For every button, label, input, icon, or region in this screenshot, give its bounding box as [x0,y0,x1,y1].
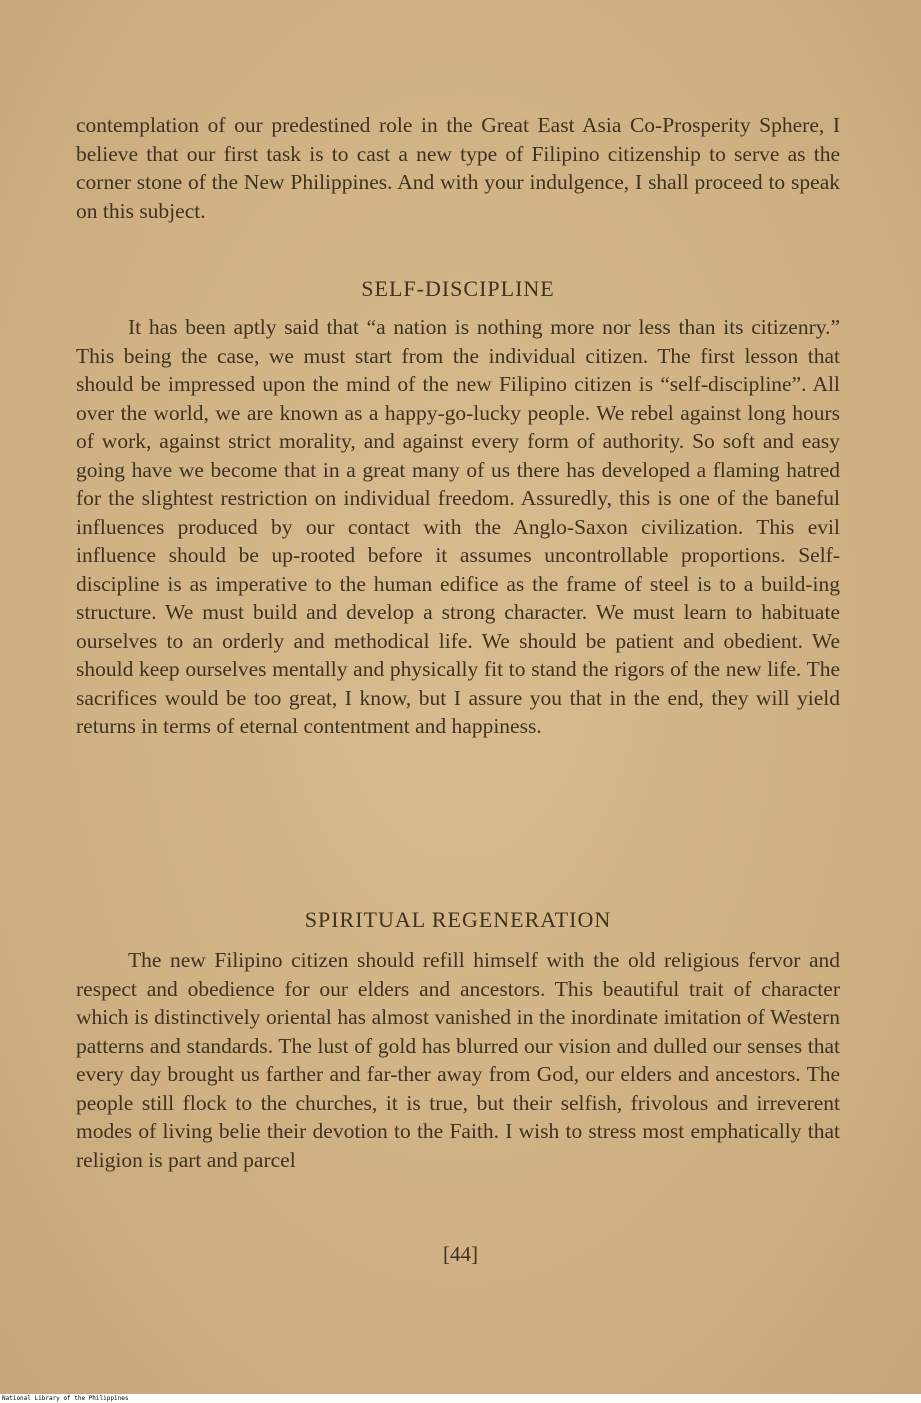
paragraph-spiritual-regeneration-text: The new Filipino citizen should refill himself with the old religious fervor and respect and obedience for our elders and ancestors. This beautiful trait of character which is distinctively oriental has almost vanished in the inordinate imitation of Western patterns and standards. The lust of gold has blurred our vision and dulled our senses that every day brought us farther and far-ther away from God, our elders and ancestors. The people still flock to the churches, it is true, but their selfish, frivolous and irreverent modes of living belie their devotion to the Faith. I wish to stress most emphatically that religion is part and parcel [76,948,840,1172]
heading-spiritual-regeneration: SPIRITUAL REGENERATION [304,907,612,932]
paragraph-intro [76,111,840,225]
paragraph-self-discipline [76,313,840,741]
paragraph-spiritual-regeneration [76,946,840,1174]
paragraph-intro-text: contemplation of our predestined role in the Great East Asia Co-Prosperity Sphere, I believe that our first task is to cast a new type of Filipino citizenship to serve as the corner stone of the New Philippines. And with your indulgence, I shall proceed to speak on this subject. [76,113,840,223]
paragraph-self-discipline-text: It has been aptly said that “a nation is nothing more nor less than its citizenry.” This being the case, we must start from the individual citizen. The first lesson that should be impressed upon the mind of the new Filipino citizen is “self-discipline”. All over the world, we are known as a happy-go-lucky people. We rebel against long hours of work, against strict morality, and against every form of authority. So soft and easy going have we become that in a great many of us there has developed a flaming hatred for the slightest restriction on individual freedom. Assuredly, this is one of the baneful influences produced by our contact with the Anglo-Saxon civilization. This evil influence should be up-rooted before it assumes uncontrollable proportions. Self-discipline is as imperative to the human edifice as the frame of steel is to a build-ing structure. We must build and develop a strong character. We must learn to habituate ourselves to an orderly and methodical life. We should be patient and obedient. We should keep ourselves mentally and physically fit to stand the rigors of the new life. The sacrifices would be too great, I know, but I assure you that in the end, they will yield returns in terms of eternal contentment and happiness. [76,315,840,738]
heading-self-discipline: SELF-DISCIPLINE [361,276,555,301]
page-number: [44] [443,1242,478,1266]
footer-credit: National Library of the Philippines [2,1395,129,1402]
footer-strip [0,1394,921,1403]
